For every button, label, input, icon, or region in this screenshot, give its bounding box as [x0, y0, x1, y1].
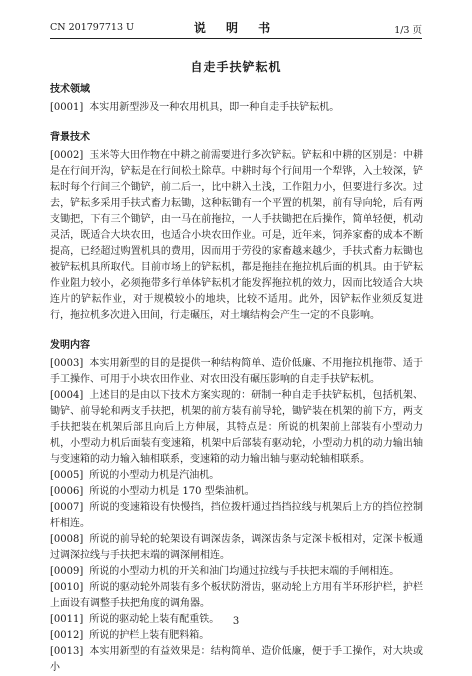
paragraph-number: [0008] [50, 534, 84, 545]
page-number: 3 [232, 616, 240, 627]
paragraph-text: 本实用新型涉及一种农用机具，即一种自走手扶铲耘机。 [89, 102, 340, 113]
paragraph [50, 628, 423, 644]
paragraph-text: 所说的小型动力机是 170 型柴油机。 [89, 486, 255, 497]
paragraph-text: 所说的护栏上装有肥料箱。 [89, 630, 210, 641]
header-rule [50, 38, 422, 39]
paragraph [50, 148, 423, 324]
paragraph [50, 500, 423, 532]
paragraph [50, 100, 423, 116]
paragraph-text: 所说的变速箱设有快慢挡，挡位拨杆通过挡挡拉线与机架后上方的挡位控制杆相连。 [50, 502, 423, 529]
paragraph-text: 玉米等大田作物在中耕之前需要进行多次铲耘。铲耘和中耕的区别是：中耕是在行间开沟，铲耘是在行间松土除草。中耕时每个行间用一个犁铧，入土较深，铲耘时每个行间三个锄铲，前二后一，比中耕入土浅，工作阻力小，但要进行多次。过去，铲耘多采用手扶式畜力耘锄，这种耘锄有一个平置的机架，前有导向轮，后有两支锄把，下有三个锄铲，由一马在前拖拉，一人手扶锄把在后操作，简单轻便，机动灵活，既适合大块农田，也适合小块农田作业。可是，近年来，饲养家畜的成本不断提高，已经超过购置机具的费用，因而用于劳役的家畜越来越少，手扶式畜力耘锄也被铲耘机具所取代。目前市场上的铲耘机，都是拖挂在拖拉机后面的机具。由于铲耘作业阻力较小，必须拖带多行单体铲耘机才能发挥拖拉机的效力，因而比较适合大块连片的铲耘作业，对于规模较小的地块，比较不适用。此外，因铲耘作业须反复进行，拖拉机多次进入田间，行走碾压，对土壤结构会产生一定的不良影响。 [50, 150, 423, 321]
paragraph-number: [0009] [50, 566, 84, 577]
paragraph [50, 468, 423, 484]
paragraph-number: [0013] [50, 646, 84, 657]
section-heading: 背景技术 [50, 132, 90, 143]
paragraph [50, 564, 423, 580]
publication-number: CN 201797713 U [50, 22, 135, 33]
document-type: 说 明 书 [193, 21, 279, 35]
paragraph-number: [0005] [50, 470, 84, 481]
paragraph-text: 所说的小型动力机是汽油机。 [89, 470, 220, 481]
document-body [50, 82, 423, 676]
paragraph [50, 388, 423, 468]
paragraph-text: 所说的小型动力机的开关和油门均通过拉线与手扶把末端的手闸相连。 [89, 566, 400, 577]
section-heading: 技术领域 [50, 84, 90, 95]
paragraph-text: 所说的前导轮的轮架设有调深齿条，调深齿条与定深卡板相对，定深卡板通过调深拉线与手扶把末端的调深闸相连。 [50, 534, 423, 561]
paragraph [50, 580, 423, 612]
paragraph-text: 本实用新型的有益效果是：结构简单、造价低廉，便于手工操作，对大块或小 [50, 646, 423, 673]
paragraph-text: 上述目的是由以下技术方案实现的：研制一种自走手扶铲耘机，包括机架、锄铲、前导轮和两支手扶把，机架的前方装有前导轮，锄铲装在机架的前下方，两支手扶把装在机架后部且向后上方伸展，其特点是：所说的机架前上部装有小型动力机，小型动力机后面装有变速箱，机架中后部装有驱动轮，小型动力机的动力输出轴与变速箱的动力输入轴相联系，变速箱的动力输出轴与驱动轮轴相联系。 [50, 390, 423, 465]
paragraph-text: 所说的驱动轮上装有配重铁。 [89, 614, 220, 625]
paragraph-number: [0006] [50, 486, 84, 497]
paragraph-number: [0002] [50, 150, 84, 161]
paragraph [50, 532, 423, 564]
paragraph-number: [0001] [50, 102, 84, 113]
paragraph-number: [0012] [50, 630, 84, 641]
section-heading: 发明内容 [50, 340, 90, 351]
paragraph-number: [0003] [50, 358, 84, 369]
page-header [50, 22, 422, 38]
paragraph-text: 本实用新型的目的是提供一种结构简单、造价低廉、不用拖拉机拖带、适于手工操作、可用于小块农田作业、对农田没有碾压影响的自走手扶铲耘机。 [50, 358, 423, 385]
paragraph [50, 484, 423, 500]
paragraph-number: [0007] [50, 502, 84, 513]
page-fraction: 1/3 页 [394, 25, 422, 36]
paragraph-number: [0011] [50, 614, 84, 625]
paragraph-text: 所说的驱动轮外周装有多个板状防滑齿，驱动轮上方用有半环形护栏，护栏上面设有调整手扶把角度的调角器。 [50, 582, 423, 609]
paragraph [50, 356, 423, 388]
paragraph-number: [0010] [50, 582, 84, 593]
paragraph-number: [0004] [50, 390, 84, 401]
paragraph [50, 644, 423, 676]
document-title: 自走手扶铲耘机 [190, 60, 282, 74]
